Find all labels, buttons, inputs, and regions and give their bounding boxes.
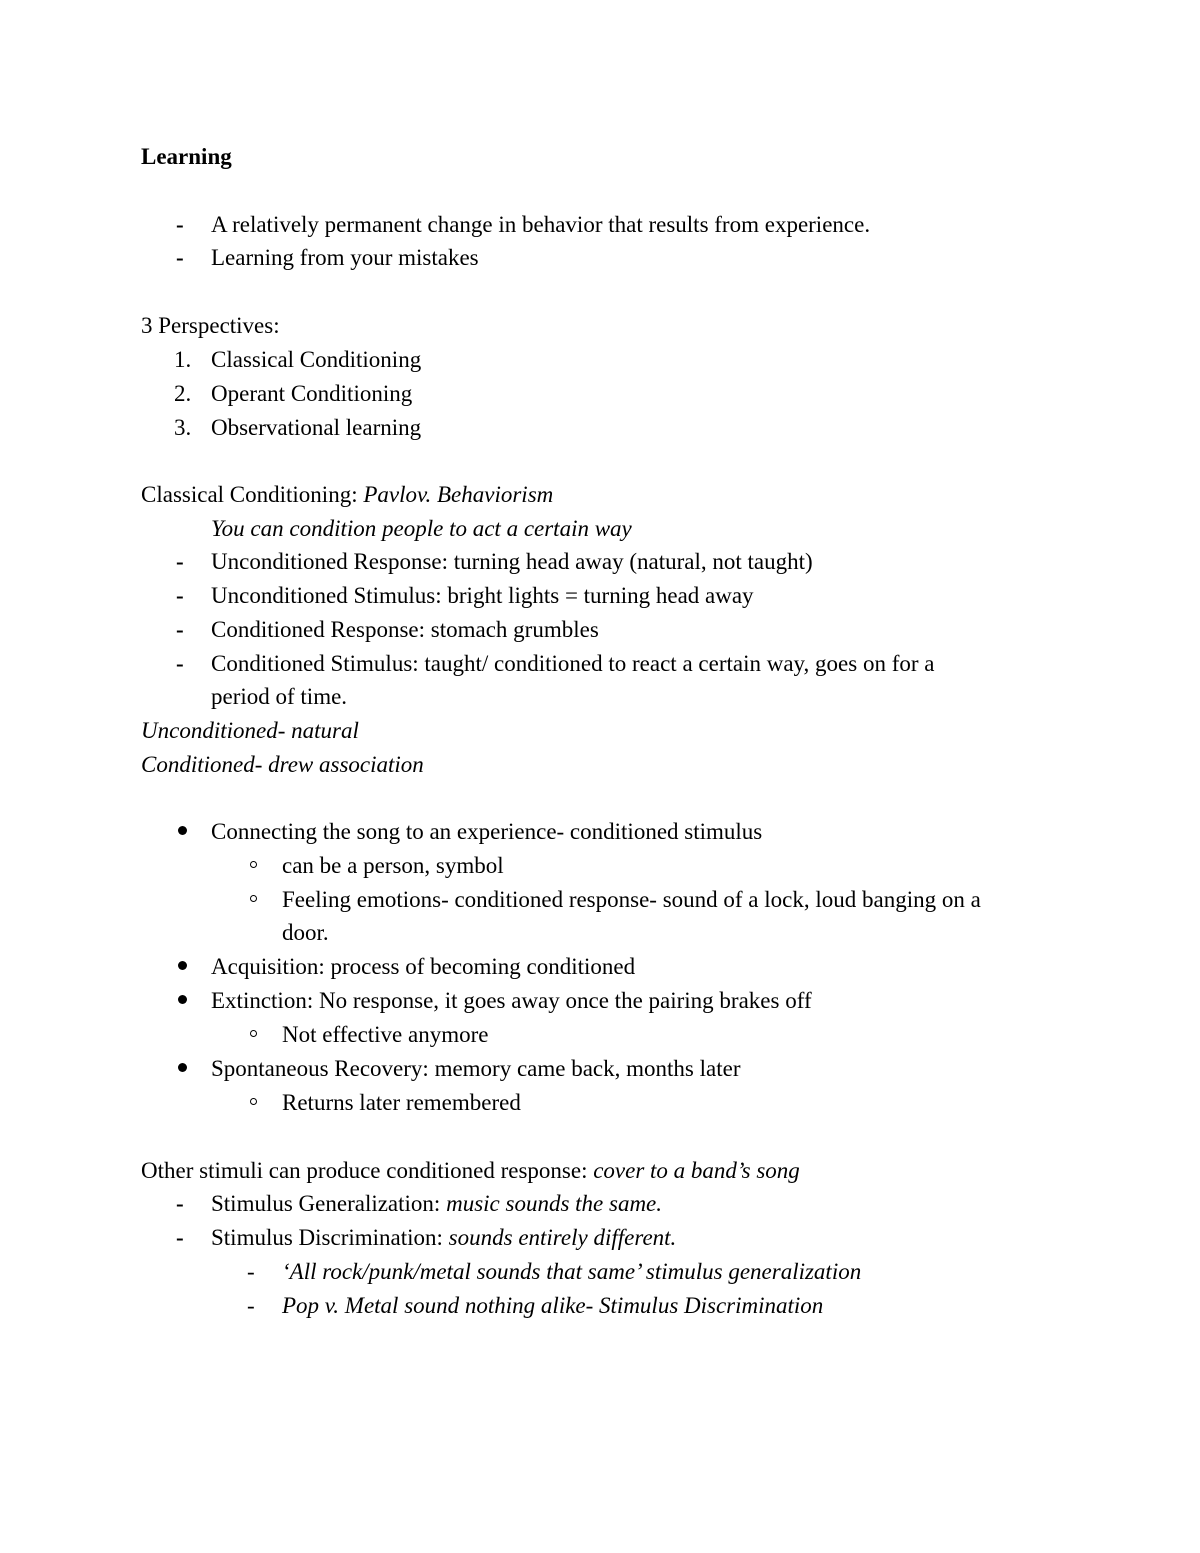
bullet-item: Extinction: No response, it goes away once the pairing brakes off [211,988,812,1013]
other-heading: Other stimuli can produce conditioned response: [141,1158,588,1183]
perspective-item: Classical Conditioning [211,347,422,372]
classical-item: Unconditioned Response: turning head away (natural, not taught) [211,549,813,574]
discrimination-line [211,1221,676,1255]
classical-item: Conditioned Response: stomach grumbles [211,617,599,642]
sub-bullet-item: can be a person, symbol [282,853,504,878]
bullet-dot-icon [178,961,187,970]
list-number: 1. [174,347,192,372]
dash-marker: - [176,651,184,676]
classical-heading-note: Pavlov. Behaviorism [363,482,554,507]
dash-marker: - [176,212,184,237]
sub-bullet-continuation: door. [282,920,329,945]
other-sub-item: Pop v. Metal sound nothing alike- Stimulus Discrimination [282,1293,824,1318]
sub-bullet-item: Not effective anymore [282,1022,489,1047]
classical-subnote: You can condition people to act a certain way [211,516,632,541]
bullet-dot-icon [178,995,187,1004]
bullet-item: Spontaneous Recovery: memory came back, months later [211,1056,741,1081]
sub-bullet-item: Returns later remembered [282,1090,521,1115]
bullet-item: Acquisition: process of becoming conditioned [211,954,636,979]
bullet-item: Connecting the song to an experience- conditioned stimulus [211,819,763,844]
other-heading-note: cover to a band’s song [593,1158,800,1183]
sub-bullet-item: Feeling emotions- conditioned response- sound of a lock, loud banging on a [282,887,981,912]
bullet-circle-icon [250,861,257,868]
document-title: Learning [141,144,232,169]
dash-marker: - [176,245,184,270]
definition-item: Learning from your mistakes [211,245,479,270]
classical-item: Unconditioned Stimulus: bright lights = turning head away [211,583,754,608]
perspective-item: Observational learning [211,415,422,440]
list-number: 2. [174,381,192,406]
bullet-dot-icon [178,1063,187,1072]
bullet-circle-icon [250,1098,257,1105]
generalization-note: music sounds the same. [446,1191,663,1216]
dash-marker: - [176,617,184,642]
classical-item: Conditioned Stimulus: taught/ conditioned to react a certain way, goes on for a [211,651,935,676]
discrimination-label: Stimulus Discrimination: [211,1225,443,1250]
other-sub-item: ‘All rock/punk/metal sounds that same’ stimulus generalization [282,1259,862,1284]
generalization-line [211,1187,662,1221]
dash-marker: - [176,549,184,574]
definition-item: A relatively permanent change in behavior that results from experience. [211,212,871,237]
classical-heading: Classical Conditioning: [141,482,358,507]
dash-marker: - [176,583,184,608]
other-heading-line [141,1154,800,1188]
dash-marker: - [176,1225,184,1250]
bullet-circle-icon [250,895,257,902]
dash-marker: - [176,1191,184,1216]
generalization-label: Stimulus Generalization: [211,1191,441,1216]
classical-item-continuation: period of time. [211,684,348,709]
perspective-item: Operant Conditioning [211,381,413,406]
list-number: 3. [174,415,192,440]
perspectives-heading: 3 Perspectives: [141,313,280,338]
bullet-dot-icon [178,826,187,835]
discrimination-note: sounds entirely different. [448,1225,677,1250]
dash-marker: - [247,1293,255,1318]
classical-note: Conditioned- drew association [141,752,424,777]
dash-marker: - [247,1259,255,1284]
classical-note: Unconditioned- natural [141,718,359,743]
bullet-circle-icon [250,1030,257,1037]
classical-heading-line [141,478,553,512]
